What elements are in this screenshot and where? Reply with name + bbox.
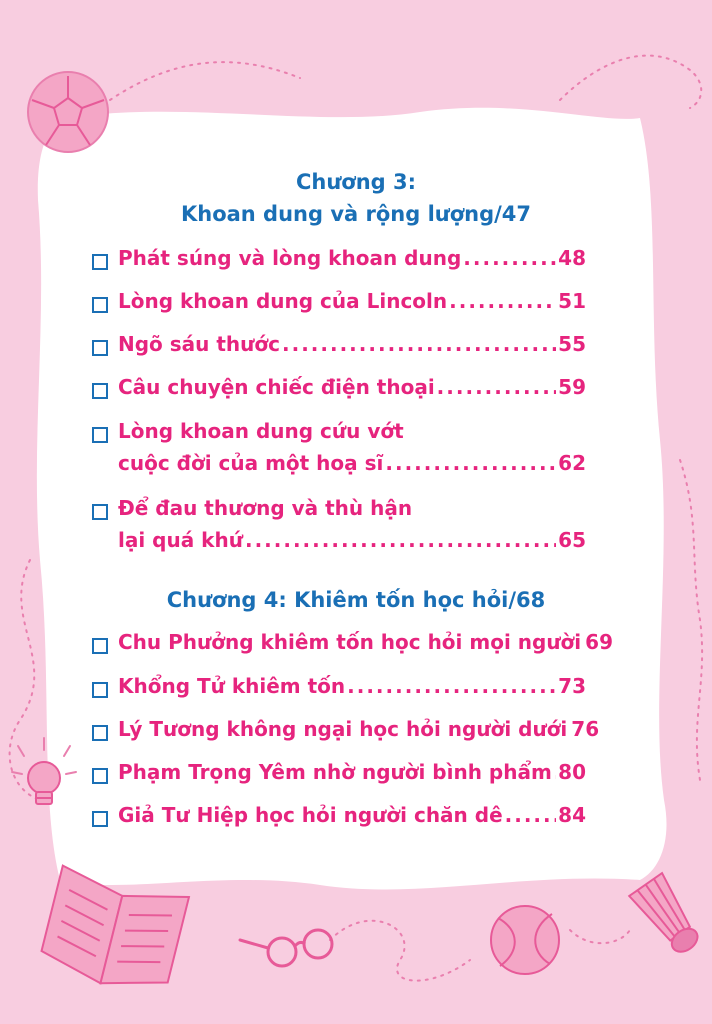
entry-page: 65 — [558, 528, 586, 552]
toc-entry[interactable] — [92, 332, 586, 364]
entry-page: 51 — [558, 289, 586, 313]
entry-title: Khổng Tử khiêm tốn — [118, 674, 346, 698]
dot-leader — [245, 528, 556, 552]
checkbox-icon — [92, 768, 108, 784]
entry-title: Phạm Trọng Yêm nhờ người bình phẩm — [118, 760, 552, 784]
checkbox-icon — [92, 254, 108, 270]
entry-page: 55 — [558, 332, 586, 356]
entry-title: Chu Phưởng khiêm tốn học hỏi mọi người — [118, 630, 582, 654]
toc-entry[interactable] — [92, 419, 586, 483]
entry-page: 48 — [558, 246, 586, 270]
toc-entry[interactable] — [92, 289, 586, 321]
toc-entry[interactable] — [92, 717, 600, 749]
dot-leader — [437, 375, 556, 399]
chapter-3-title-line2: Khoan dung và rộng lượng/47 — [180, 202, 532, 226]
entry-page: 84 — [558, 803, 586, 827]
entry-title: Lý Tương không ngại học hỏi người dưới — [118, 717, 568, 741]
dot-leader — [385, 451, 556, 475]
dot-leader — [505, 803, 557, 827]
toc-entry[interactable] — [92, 760, 586, 792]
checkbox-icon — [92, 427, 108, 443]
dot-leader — [347, 674, 556, 698]
toc-entry[interactable] — [92, 375, 586, 407]
entry-page: 73 — [558, 674, 586, 698]
entry-title-line1: Lòng khoan dung cứu vớt — [118, 419, 404, 443]
toc-entry[interactable] — [92, 630, 613, 662]
entry-page: 62 — [558, 451, 586, 475]
checkbox-icon — [92, 638, 108, 654]
entry-title: lại quá khứ — [118, 528, 243, 552]
entry-page: 80 — [558, 760, 586, 784]
entry-title: Giả Tư Hiệp học hỏi người chăn dê — [118, 803, 503, 827]
chapter-3-title-line1: Chương 3: — [295, 170, 417, 194]
checkbox-icon — [92, 725, 108, 741]
dot-leader — [449, 289, 556, 313]
checkbox-icon — [92, 340, 108, 356]
dot-leader — [463, 246, 556, 270]
entry-page: 69 — [585, 630, 613, 654]
chapter-4-title: Chương 4: Khiêm tốn học hỏi/68 — [166, 588, 546, 612]
entry-title: cuộc đời của một hoạ sĩ — [118, 451, 384, 475]
toc-entry[interactable] — [92, 496, 586, 560]
checkbox-icon — [92, 297, 108, 313]
dot-leader — [282, 332, 556, 356]
toc-entry[interactable] — [92, 674, 586, 706]
entry-title-line1: Để đau thương và thù hận — [118, 496, 413, 520]
dot-leader — [554, 760, 556, 784]
checkbox-icon — [92, 383, 108, 399]
entry-title: Câu chuyện chiếc điện thoại — [118, 375, 435, 399]
toc-entry[interactable] — [92, 246, 586, 278]
checkbox-icon — [92, 811, 108, 827]
checkbox-icon — [92, 682, 108, 698]
toc-entry[interactable] — [92, 803, 586, 835]
entry-title: Phát súng và lòng khoan dung — [118, 246, 462, 270]
checkbox-icon — [92, 504, 108, 520]
entry-title: Lòng khoan dung của Lincoln — [118, 289, 448, 313]
entry-page: 76 — [571, 717, 600, 741]
entry-title: Ngõ sáu thước — [118, 332, 280, 356]
entry-page: 59 — [558, 375, 586, 399]
